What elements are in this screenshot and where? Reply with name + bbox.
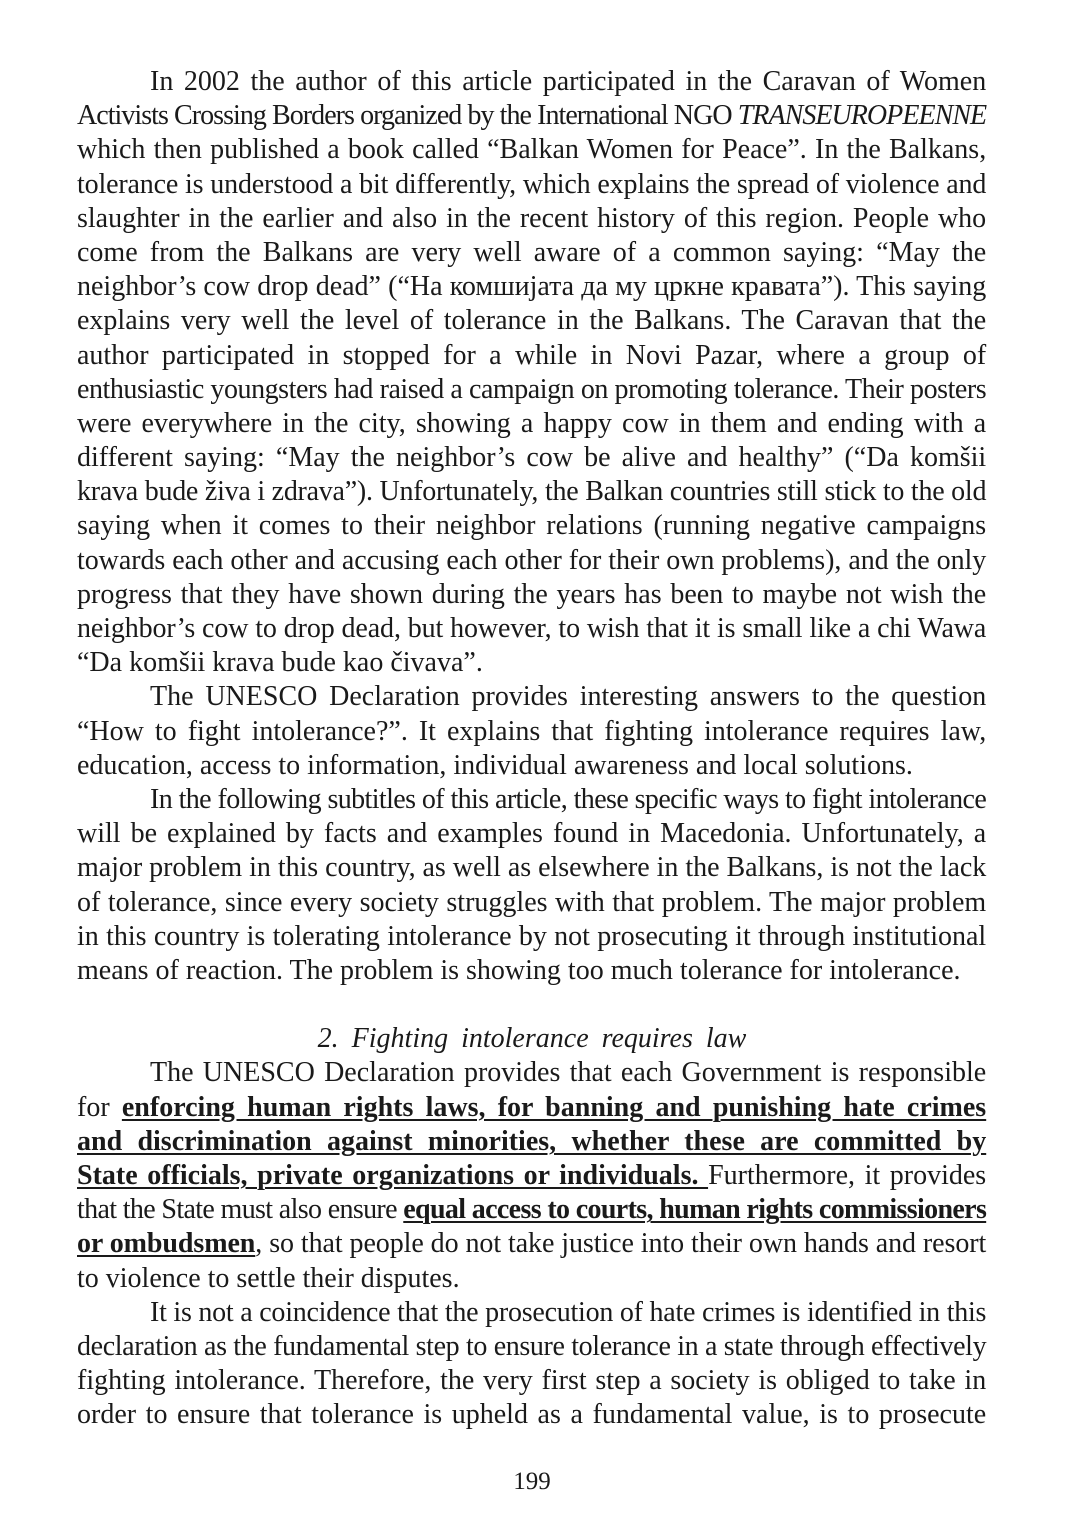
text-line: which then published a book called “Balkan Women for Peace”. In the Balkans, [77, 134, 987, 166]
text-line: explains very well the level of tolerance in the Balkans. The Caravan that the [77, 305, 987, 337]
text-line: It is not a coincidence that the prosecution of hate crimes is identified in this [150, 1296, 987, 1328]
paragraph-government-responsibility [77, 1056, 987, 1295]
text-line: education, access to information, individual awareness and local solutions. [77, 749, 913, 781]
text-line: progress that they have shown during the years has been to maybe not wish the [77, 578, 987, 610]
text-line: in this country is tolerating intolerance by not prosecuting it through institutional [77, 920, 987, 952]
text-line: means of reaction. The problem is showing too much tolerance for intolerance. [77, 954, 961, 986]
text-segment: , so that people do not take justice into their own hands and resort [255, 1228, 987, 1260]
text-line [77, 1227, 987, 1261]
text-line: major problem in this country, as well as elsewhere in the Balkans, is not the lack [77, 852, 987, 884]
paragraph-prosecution [77, 1296, 987, 1433]
text-line: enthusiastic youngsters had raised a campaign on promoting tolerance. Their posters [77, 373, 987, 405]
text-line: to violence to settle their disputes. [77, 1262, 460, 1294]
text-segment: for [77, 1091, 122, 1123]
text-line: In 2002 the author of this article participated in the Caravan of Women [150, 66, 987, 97]
text-segment: that the State must also ensure [77, 1194, 404, 1226]
text-line [77, 1091, 987, 1125]
text-line: fighting intolerance. Therefore, the very first step a society is obliged to take in [77, 1365, 987, 1397]
text-line [77, 99, 987, 133]
paragraph-caravan [77, 65, 987, 680]
text-line: come from the Balkans are very well aware of a common saying: “May the [77, 236, 987, 268]
italic-organization-name: TRANSEUROPEENNE [737, 100, 987, 132]
text-segment: Activists Crossing Borders organized by the International NGO [77, 100, 738, 132]
text-line: In the following subtitles of this article, these specific ways to fight intolerance [150, 783, 987, 815]
text-line: “How to fight intolerance?”. It explains that fighting intolerance requires law, [77, 715, 987, 747]
emphasized-text: and discrimination against minorities, whether these are committed by [77, 1125, 987, 1157]
text-line: order to ensure that tolerance is upheld as a fundamental value, is to prosecute [77, 1399, 987, 1431]
emphasized-text: or ombudsmen [77, 1228, 256, 1260]
text-line [77, 1125, 987, 1159]
text-line: “Da komšii krava bude kao čivava”. [77, 647, 483, 679]
text-line: The UNESCO Declaration provides that each Government is responsible [150, 1057, 987, 1089]
text-line: different saying: “May the neighbor’s cow be alive and healthy” (“Da komšii [77, 442, 987, 474]
text-line [77, 1193, 987, 1227]
emphasized-text: enforcing human rights laws, for banning and punishing hate crimes [121, 1091, 987, 1123]
text-line: krava bude živa i zdrava”). Unfortunately, the Balkan countries still stick to the old [77, 476, 987, 508]
text-line: were everywhere in the city, showing a happy cow in them and ending with a [77, 407, 987, 439]
blank-line [77, 988, 987, 1022]
text-segment: Furthermore, it provides [708, 1160, 987, 1191]
text-line: of tolerance, since every society struggles with that problem. The major problem [77, 886, 987, 918]
body-text [77, 65, 987, 1433]
text-line: saying when it comes to their neighbor relations (running negative campaigns [77, 510, 987, 542]
text-line: neighbor’s cow to drop dead, but however, to wish that it is small like a chi Wawa [77, 613, 987, 644]
text-line [77, 1159, 987, 1193]
text-line: author participated in stopped for a while in Novi Pazar, where a group of [77, 339, 987, 371]
text-line: tolerance is understood a bit differently, which explains the spread of violence and [77, 168, 987, 200]
text-line: slaughter in the earlier and also in the recent history of this region. People who [77, 202, 987, 234]
section-heading: 2. Fighting intolerance requires law [317, 1023, 747, 1055]
text-line: declaration as the fundamental step to ensure tolerance in a state through effectively [77, 1330, 987, 1362]
text-line: towards each other and accusing each other for their own problems), and the only [77, 544, 987, 576]
page-number: 199 [513, 1468, 551, 1495]
paragraph-following-subtitles [77, 783, 987, 988]
text-line: The UNESCO Declaration provides interesting answers to the question [150, 681, 987, 713]
text-line: neighbor’s cow drop dead” (“На комшијата да му цркне кравата”). This saying [77, 271, 987, 303]
emphasized-text: State officials, private organizations or individuals. [77, 1160, 709, 1191]
emphasized-text: equal access to courts, human rights commissioners [403, 1194, 987, 1226]
paragraph-unesco-answers [77, 680, 987, 783]
text-line: will be explained by facts and examples found in Macedonia. Unfortunately, a [77, 818, 987, 850]
